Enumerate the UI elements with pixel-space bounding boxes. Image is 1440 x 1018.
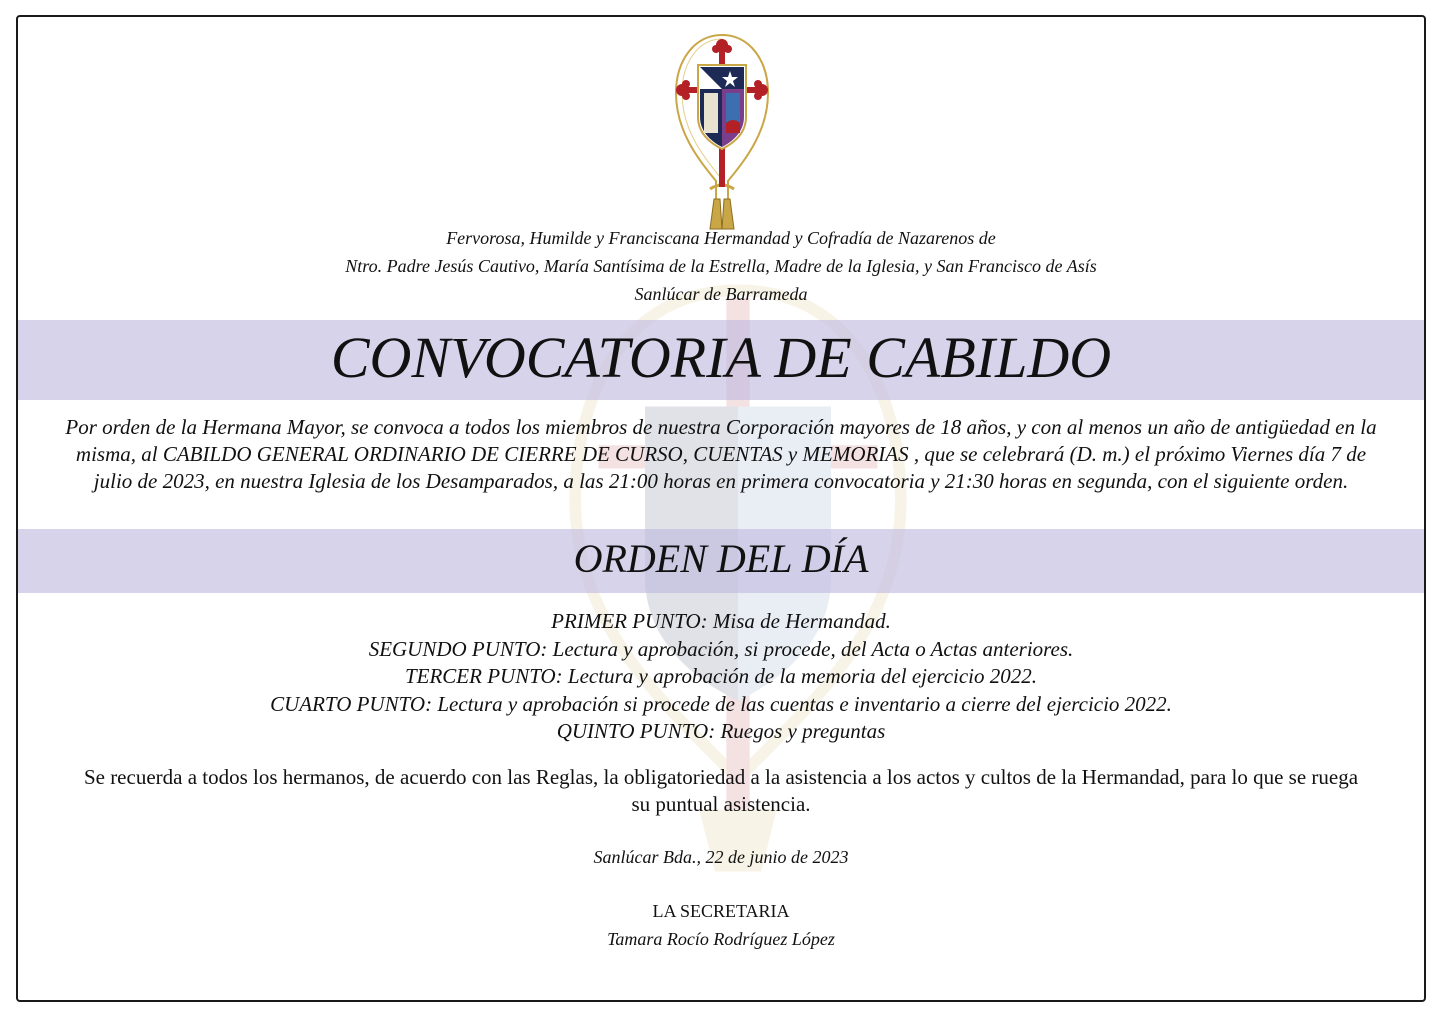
city-line: Sanlúcar de Barrameda <box>634 284 808 304</box>
agenda-item: CUARTO PUNTO: Lectura y aprobación si procede de las cuentas e inventario a cierre del ejercicio 2022. <box>270 691 1172 716</box>
notice-frame <box>16 15 1426 1002</box>
title-band <box>18 320 1424 400</box>
brotherhood-crest-icon <box>670 31 774 233</box>
brotherhood-name-line-1: Fervorosa, Humilde y Franciscana Hermandad y Cofradía de Nazarenos de <box>446 228 996 248</box>
convocation-paragraph: Por orden de la Hermana Mayor, se convoca a todos los miembros de nuestra Corporación mayores de 18 años, y con al menos un año de antigüedad en la misma, al CABILDO GENERAL ORDINARIO DE CIERRE DE CURSO, CUENTAS y MEMORIAS , que se celebrará (D. m.) el próximo Viernes día 7 de julio de 2023, en nuestra Iglesia de los Desamparados, a las 21:00 horas en primera convocatoria y 21:30 horas en segunda, con el siguiente orden. <box>65 415 1377 493</box>
signature-name: Tamara Rocío Rodríguez López <box>607 929 835 949</box>
agenda-title: ORDEN DEL DÍA <box>573 536 869 581</box>
reminder-paragraph: Se recuerda a todos los hermanos, de acuerdo con las Reglas, la obligatoriedad a la asistencia a los actos y cultos de la Hermandad, para lo que se ruega su puntual asistencia. <box>83 765 1359 816</box>
agenda-item: SEGUNDO PUNTO: Lectura y aprobación, si procede, del Acta o Actas anteriores. <box>368 636 1074 661</box>
agenda-list <box>18 608 1424 746</box>
brotherhood-heading <box>18 224 1424 308</box>
brotherhood-name-line-2: Ntro. Padre Jesús Cautivo, María Santísima de la Estrella, Madre de la Iglesia, y San Francisco de Asís <box>345 256 1097 276</box>
page-title: CONVOCATORIA DE CABILDO <box>330 325 1112 390</box>
signature-role: LA SECRETARIA <box>652 901 790 921</box>
agenda-item: QUINTO PUNTO: Ruegos y preguntas <box>556 719 886 743</box>
agenda-item: TERCER PUNTO: Lectura y aprobación de la memoria del ejercicio 2022. <box>404 664 1038 688</box>
date-place: Sanlúcar Bda., 22 de junio de 2023 <box>593 847 849 867</box>
agenda-band <box>18 529 1424 593</box>
agenda-item: PRIMER PUNTO: Misa de Hermandad. <box>551 609 891 633</box>
